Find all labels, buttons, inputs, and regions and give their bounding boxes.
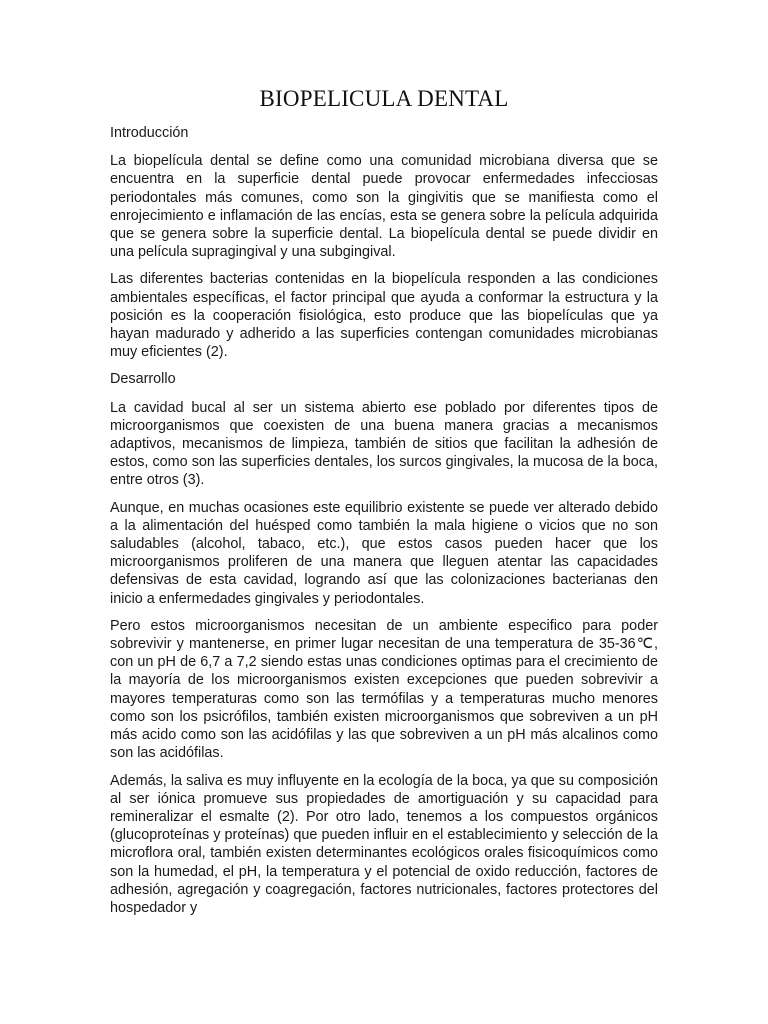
document-title: BIOPELICULA DENTAL (259, 86, 509, 111)
paragraph: Aunque, en muchas ocasiones este equilibrio existente se puede ver alterado debido a la alimentación del huésped como también la mala higiene o vicios que no son saludables (alcohol, tabaco, etc.), que estos casos pueden hacer que los microorganismos proliferen de una manera que lleguen atentar las capacidades defensivas de esta cavidad, logrando así que las colonizaciones bacterianas den inicio a enfermedades gingivales y periodontales. (110, 499, 658, 607)
section-heading-desarrollo: Desarrollo (110, 371, 176, 388)
section-heading-introduccion: Introducción (110, 125, 189, 141)
paragraph: Además, la saliva es muy influyente en la ecología de la boca, ya que su composición al ser iónica promueve sus propiedades de amortiguación y su capacidad para remineralizar el esmalte (2). Por otro lado, tenemos a los compuestos orgánicos (glucoproteínas y proteínas) que pueden influir en el establecimiento y selección de la microflora oral, también existen determinantes ecológicos orales fisicoquímicos como son la humedad, el pH, la temperatura y el potencial de oxido reducción, factores de adhesión, agregación y coagregación, factores nutricionales, factores protectores del hospedador y (110, 772, 658, 916)
paragraph: La cavidad bucal al ser un sistema abierto ese poblado por diferentes tipos de microorganismos que coexisten de una buena manera gracias a mecanismos adaptivos, mecanismos de limpieza, también de sitios que facilitan la adhesión de estos, como son las superficies dentales, los surcos gingivales, la mucosa de la boca, entre otros (3). (110, 399, 658, 489)
paragraph: Pero estos microorganismos necesitan de un ambiente especifico para poder sobrevivir y mantenerse, en primer lugar necesitan de una temperatura de 35-36℃, con un pH de 6,7 a 7,2 siendo estas unas condiciones optimas para el crecimiento de la mayoría de los microorganismos existen excepciones que pueden sobrevivir a mayores temperaturas como son las termófilas y a temperaturas mucho menores como son los psicrófilos, también existen microorganismos que sobreviven a un pH más acido como son las acidófilas y las que sobreviven a un pH más alcalinos como son las acidófilas. (110, 617, 658, 762)
document-body (110, 124, 658, 926)
paragraph: La biopelícula dental se define como una comunidad microbiana diversa que se encuentra en la superficie dental puede provocar enfermedades infecciosas periodontales más comunes, como son la gingivitis que se manifiesta como el enrojecimiento e inflamación de las encías, esta se genera sobre la película adquirida que se genera sobre la superficie dental. La biopelícula dental se puede dividir en una película supragingival y una subgingival. (110, 153, 658, 261)
paragraph: Las diferentes bacterias contenidas en la biopelícula responden a las condiciones ambientales específicas, el factor principal que ayuda a conformar la estructura y la posición es la cooperación fisiológica, esto produce que las biopelículas que ya hayan madurado y adherido a las superficies contengan comunidades microbianas muy eficientes (2). (110, 271, 658, 361)
